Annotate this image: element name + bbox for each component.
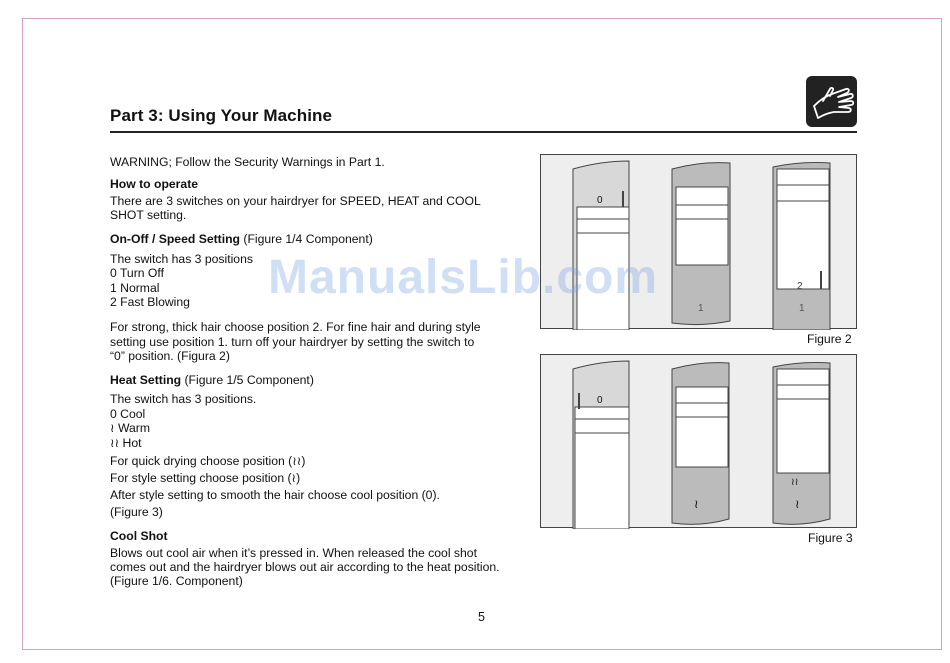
cool-line-3: (Figure 1/6. Component) bbox=[110, 574, 243, 588]
heat-ref: (Figure 1/5 Component) bbox=[181, 373, 314, 387]
fig3-panel3-bottom-label: ≀ bbox=[795, 497, 800, 511]
watermark: ManualsLib.com bbox=[268, 251, 659, 304]
heat-heading: Heat Setting bbox=[110, 373, 182, 387]
fig2-panel1-top-label: 0 bbox=[597, 195, 603, 206]
fig2-panel3-bottom-label: 1 bbox=[799, 303, 805, 314]
speed-line-4: 2 Fast Blowing bbox=[110, 295, 190, 309]
page-number: 5 bbox=[478, 610, 485, 624]
heat-line-7: After style setting to smooth the hair choose cool position (0). bbox=[110, 488, 440, 502]
warning-text: WARNING; Follow the Security Warnings in Part 1. bbox=[110, 155, 385, 169]
speed-line-1: The switch has 3 positions bbox=[110, 252, 253, 266]
how-line-1: There are 3 switches on your hairdryer for SPEED, HEAT and COOL bbox=[110, 194, 481, 208]
heat-line-1: The switch has 3 positions. bbox=[110, 392, 257, 406]
fig3-panel2-bottom-label: ≀ bbox=[694, 497, 699, 511]
figure-2-caption: Figure 2 bbox=[807, 332, 852, 346]
heat-line-2: 0 Cool bbox=[110, 407, 146, 421]
speed-ref: (Figure 1/4 Component) bbox=[240, 232, 373, 246]
cool-line-2: comes out and the hairdryer blows out air according to the heat position. bbox=[110, 560, 500, 574]
heat-heading-line bbox=[110, 373, 314, 388]
figure-3-drawing bbox=[541, 355, 858, 529]
figure-3 bbox=[540, 354, 857, 528]
figure-3-caption: Figure 3 bbox=[808, 531, 853, 545]
fig3-panel1-top-label: 0 bbox=[597, 395, 603, 406]
speed-para-3: “0” position. (Figura 2) bbox=[110, 349, 230, 363]
heat-line-5: For quick drying choose position (≀≀) bbox=[110, 454, 306, 468]
heat-line-8: (Figure 3) bbox=[110, 505, 163, 519]
hand-badge bbox=[806, 76, 857, 127]
speed-heading-line bbox=[110, 232, 373, 247]
heat-line-4: ≀≀ Hot bbox=[110, 436, 142, 450]
speed-line-2: 0 Turn Off bbox=[110, 266, 164, 280]
cool-heading: Cool Shot bbox=[110, 529, 168, 543]
how-heading: How to operate bbox=[110, 177, 199, 191]
section-title: Part 3: Using Your Machine bbox=[110, 106, 333, 125]
fig2-panel3-mid-label: 2 bbox=[797, 281, 803, 292]
cool-line-1: Blows out cool air when it’s pressed in. When released the cool shot bbox=[110, 546, 477, 560]
heat-line-3: ≀ Warm bbox=[110, 421, 150, 435]
hand-icon bbox=[806, 76, 857, 127]
fig2-panel2-bottom-label: 1 bbox=[698, 303, 704, 314]
speed-heading: On-Off / Speed Setting bbox=[110, 232, 240, 246]
title-rule bbox=[110, 131, 857, 133]
heat-line-6: For style setting choose position (≀) bbox=[110, 471, 301, 485]
fig3-panel3-mid-label: ≀≀ bbox=[791, 477, 799, 488]
speed-para-1: For strong, thick hair choose position 2. For fine hair and during style bbox=[110, 320, 481, 334]
speed-para-2: setting use position 1. turn off your hairdryer by setting the switch to bbox=[110, 335, 475, 349]
how-line-2: SHOT setting. bbox=[110, 208, 187, 222]
speed-line-3: 1 Normal bbox=[110, 281, 160, 295]
